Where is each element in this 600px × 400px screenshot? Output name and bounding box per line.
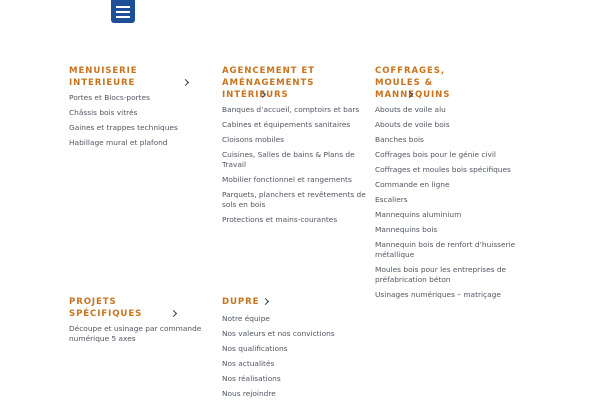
menu-link[interactable]: Châssis bois vitrés [69, 108, 138, 117]
menu-link[interactable]: Nous rejoindre [222, 389, 276, 398]
menu-heading-line: SPÉCIFIQUES [69, 309, 143, 319]
menu-link[interactable]: Moules bois pour les entreprises de préfabrication béton [375, 265, 507, 284]
menu-heading-line: AGENCEMENT ET [222, 66, 315, 76]
menu-column-menuiserie [69, 65, 209, 153]
menu-heading-line: MENUISERIE [69, 66, 138, 76]
menu-link[interactable]: Mannequin bois de renfort d’huisserie métallique [375, 240, 516, 259]
menu-link[interactable]: Abouts de voile bois [375, 120, 450, 129]
menu-link[interactable]: Banques d’accueil, comptoirs et bars [222, 105, 360, 114]
menu-heading-line: MANNEQUINS [375, 90, 451, 100]
menu-link[interactable]: Coffrages bois pour le génie civil [375, 150, 496, 159]
menu-link[interactable]: Gaines et trappes techniques [69, 123, 178, 132]
menu-link[interactable]: Notre équipe [222, 314, 270, 323]
menu-heading-line: DUPRE [222, 297, 260, 307]
menu-link[interactable]: Habillage mural et plafond [69, 138, 168, 147]
menu-heading-agencement[interactable] [222, 65, 367, 101]
menu-column-agencement [222, 65, 367, 230]
menu-link[interactable]: Cabines et équipements sanitaires [222, 120, 351, 129]
menu-heading-line: COFFRAGES, [375, 66, 445, 76]
menu-heading-coffrages[interactable] [375, 65, 525, 101]
menu-list-coffrages [375, 105, 525, 300]
menu-link[interactable]: Mobilier fonctionnel et rangements [222, 175, 352, 184]
menu-heading-line: AMÉNAGEMENTS [222, 78, 315, 88]
menu-link[interactable]: Abouts de voile alu [375, 105, 446, 114]
menu-link[interactable]: Cloisons mobiles [222, 135, 284, 144]
menu-heading-projets[interactable] [69, 296, 209, 320]
menu-column-coffrages [375, 65, 525, 305]
menu-list-dupre [222, 314, 367, 399]
menu-list-menuiserie [69, 93, 209, 148]
menu-link[interactable]: Mannequins bois [375, 225, 438, 234]
hamburger-icon [116, 6, 130, 8]
menu-heading-menuiserie[interactable] [69, 65, 209, 89]
chevron-right-icon[interactable] [170, 310, 177, 317]
chevron-right-icon[interactable] [182, 79, 189, 86]
menu-link[interactable]: Coffrages et moules bois spécifiques [375, 165, 511, 174]
menu-link[interactable]: Banches bois [375, 135, 424, 144]
menu-heading-line: MOULES & [375, 78, 434, 88]
menu-list-agencement [222, 105, 367, 225]
menu-link[interactable]: Nos actualités [222, 359, 275, 368]
menu-link[interactable]: Nos valeurs et nos convictions [222, 329, 335, 338]
menu-link[interactable]: Parquets, planchers et revêtements de sols en bois [222, 190, 366, 209]
menu-link[interactable]: Nos qualifications [222, 344, 288, 353]
menu-link[interactable]: Commande en ligne [375, 180, 450, 189]
menu-list-projets [69, 324, 209, 344]
menu-link[interactable]: Mannequins aluminium [375, 210, 462, 219]
menu-column-projets [69, 296, 209, 349]
menu-heading-line: INTÉRIEURS [222, 90, 289, 100]
menu-link[interactable]: Portes et Blocs-portes [69, 93, 150, 102]
menu-toggle-button[interactable] [111, 0, 135, 23]
menu-heading-line: PROJETS [69, 297, 117, 307]
menu-column-dupre [222, 296, 367, 400]
menu-link[interactable]: Cuisines, Salles de bains & Plans de Travail [222, 150, 355, 169]
chevron-right-icon[interactable] [262, 298, 269, 305]
menu-link[interactable]: Découpe et usinage par commande numérique 5 axes [69, 324, 202, 343]
menu-link[interactable]: Escaliers [375, 195, 408, 204]
menu-link[interactable]: Usinages numériques – matriçage [375, 290, 501, 299]
menu-heading-dupre[interactable] [222, 296, 367, 308]
menu-link[interactable]: Protections et mains-courantes [222, 215, 338, 224]
menu-link[interactable]: Nos réalisations [222, 374, 281, 383]
menu-heading-line: INTERIEURE [69, 78, 136, 88]
